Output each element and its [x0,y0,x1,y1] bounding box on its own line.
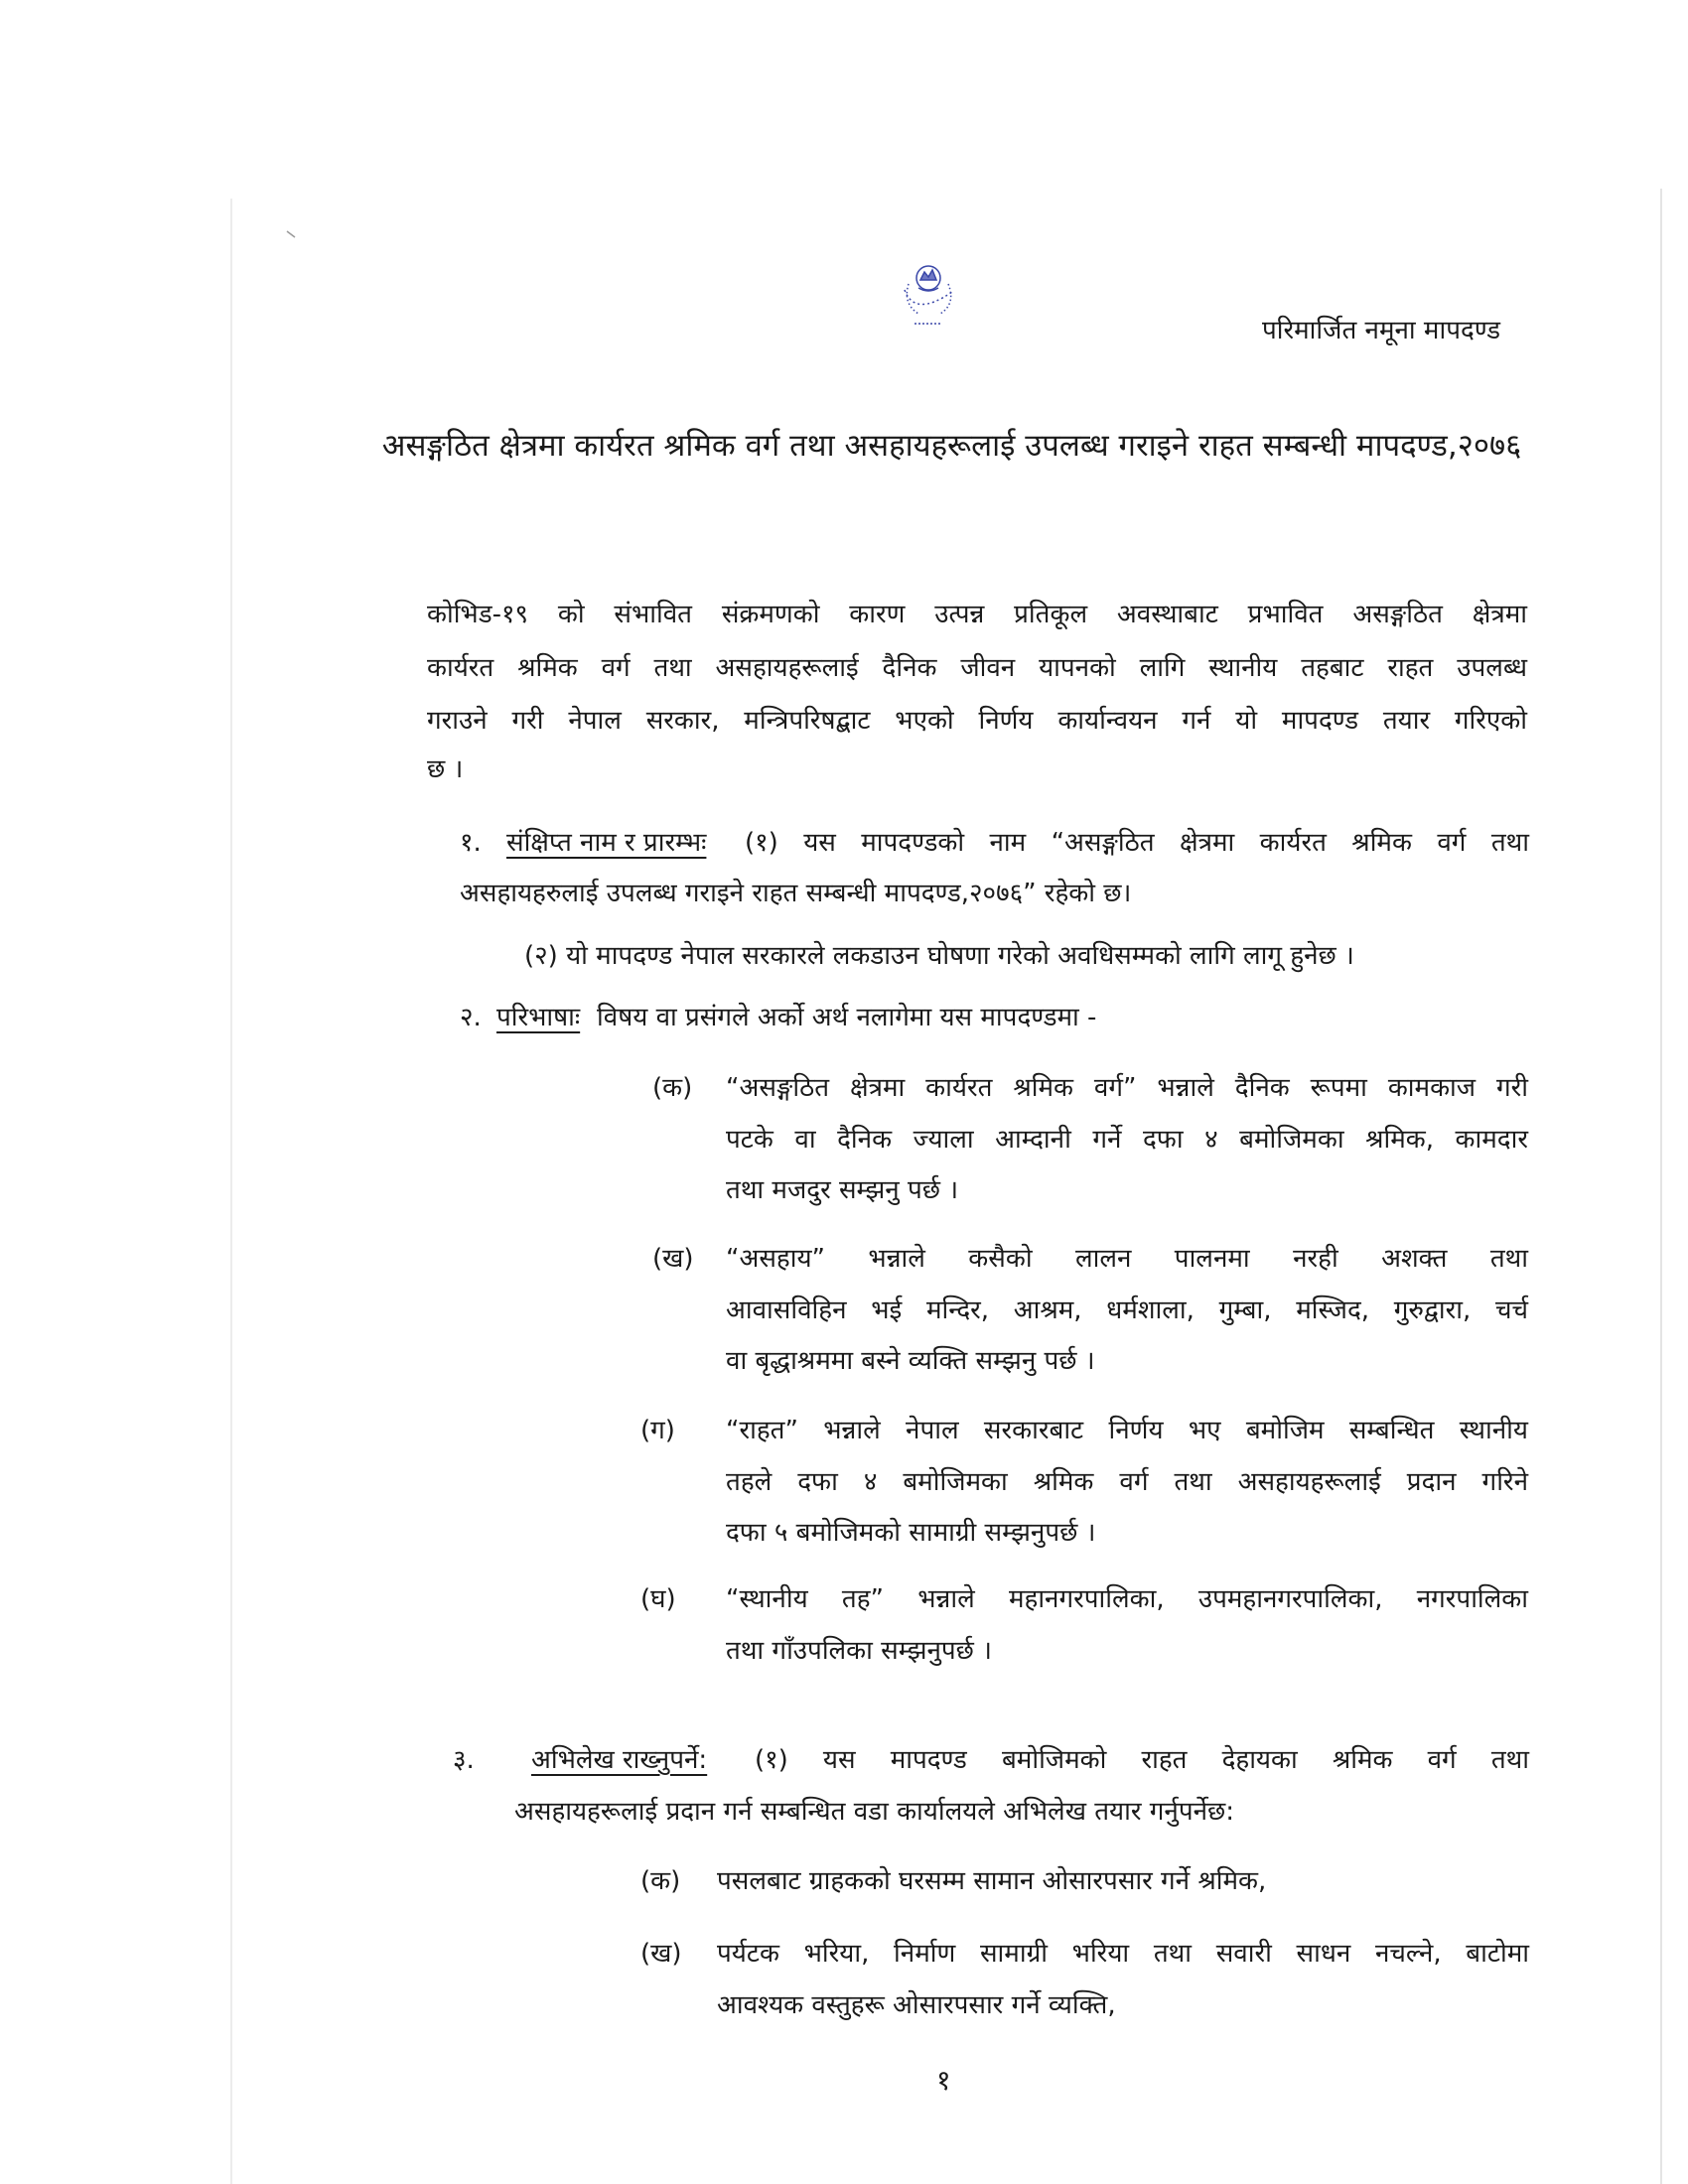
section-subclause: (२) यो मापदण्ड नेपाल सरकारले लकडाउन घोषणा गरेको अवधिसम्मको लागि लागू हुनेछ । [524,941,1354,971]
section-text: (१) यस मापदण्ड बमोजिमको राहत देहायका श्रमिक वर्ग तथा [755,1745,1529,1775]
section-text: असहायहरुलाई उपलब्ध गराइने राहत सम्बन्धी मापदण्ड,२०७६” रहेको छ। [460,879,1132,908]
clause-line: पटके वा दैनिक ज्याला आम्दानी गर्ने दफा ४ बमोजिमका श्रमिक, कामदार [726,1125,1528,1155]
clause-line: आवश्यक वस्तुहरू ओसारपसार गर्ने व्यक्ति, [717,1990,1116,2020]
preamble-line: गराउने गरी नेपाल सरकार, मन्त्रिपरिषद्बाट भएको निर्णय कार्यान्वयन गर्न यो मापदण्ड तयार गरिएको [427,706,1527,736]
clause-line: “राहत” भन्नाले नेपाल सरकारबाट निर्णय भए बमोजिम सम्बन्धित स्थानीय [726,1416,1528,1445]
section-heading: अभिलेख राख्नुपर्ने: [531,1745,708,1775]
section-number: १. [460,828,482,858]
document-title: असङ्गठित क्षेत्रमा कार्यरत श्रमिक वर्ग तथा असहायहरूलाई उपलब्ध गराइने राहत सम्बन्धी मापदण्ड,२०७६ [381,428,1522,464]
section-heading: संक्षिप्त नाम र प्रारम्भः [506,828,707,858]
clause-line: तथा गाँउपलिका सम्झनुपर्छ । [726,1636,993,1666]
clause-line: पसलबाट ग्राहकको घरसम्म सामान ओसारपसार गर्ने श्रमिक, [717,1866,1267,1896]
section-heading: परिभाषाः [496,1003,581,1032]
preamble-line: कार्यरत श्रमिक वर्ग तथा असहायहरूलाई दैनिक जीवन यापनको लागि स्थानीय तहबाट राहत उपलब्ध [427,653,1527,683]
scan-edge-right [1660,189,1662,2184]
scan-speck [286,230,296,238]
clause-label: (क) [652,1073,693,1103]
section-text: असहायहरूलाई प्रदान गर्न सम्बन्धित वडा कार्यालयले अभिलेख तयार गर्नुपर्नेछ: [514,1797,1235,1827]
preamble-line: छ । [427,754,464,784]
clause-label: (ग) [640,1416,675,1445]
section-text: विषय वा प्रसंगले अर्को अर्थ नलागेमा यस मापदण्डमा - [597,1003,1097,1032]
scan-edge-left [230,199,232,2184]
section-number: ३. [453,1745,475,1775]
clause-line: आवासविहिन भई मन्दिर, आश्रम, धर्मशाला, गुम्बा, मस्जिद, गुरुद्वारा, चर्च [726,1296,1528,1325]
clause-label: (ख) [652,1244,694,1274]
clause-label: (क) [640,1866,681,1896]
section-number: २. [460,1003,482,1032]
clause-line: “असहाय” भन्नाले कसैको लालन पालनमा नरही अशक्त तथा [726,1244,1528,1274]
clause-label: (घ) [640,1584,676,1614]
clause-label: (ख) [640,1939,682,1969]
government-emblem-icon [885,252,972,332]
clause-line: तथा मजदुर सम्झनु पर्छ । [726,1175,959,1205]
page-number: १ [936,2064,951,2097]
clause-line: वा बृद्धाश्रममा बस्ने व्यक्ति सम्झनु पर्छ । [726,1346,1095,1376]
document-label: परिमार्जित नमूना मापदण्ड [1262,316,1501,345]
section-text: (१) यस मापदण्डको नाम “असङ्गठित क्षेत्रमा कार्यरत श्रमिक वर्ग तथा [745,828,1529,858]
clause-line: पर्यटक भरिया, निर्माण सामाग्री भरिया तथा सवारी साधन नचल्ने, बाटोमा [717,1939,1529,1969]
clause-line: तहले दफा ४ बमोजिमका श्रमिक वर्ग तथा असहायहरूलाई प्रदान गरिने [726,1467,1528,1497]
clause-line: “स्थानीय तह” भन्नाले महानगरपालिका, उपमहानगरपालिका, नगरपालिका [726,1584,1528,1614]
clause-line: “असङ्गठित क्षेत्रमा कार्यरत श्रमिक वर्ग” भन्नाले दैनिक रूपमा कामकाज गरी [726,1073,1528,1103]
preamble-line: कोभिड-१९ को संभावित संक्रमणको कारण उत्पन्न प्रतिकूल अवस्थाबाट प्रभावित असङ्गठित क्षेत्रमा [427,600,1527,629]
clause-line: दफा ५ बमोजिमको सामाग्री सम्झनुपर्छ । [726,1518,1096,1548]
